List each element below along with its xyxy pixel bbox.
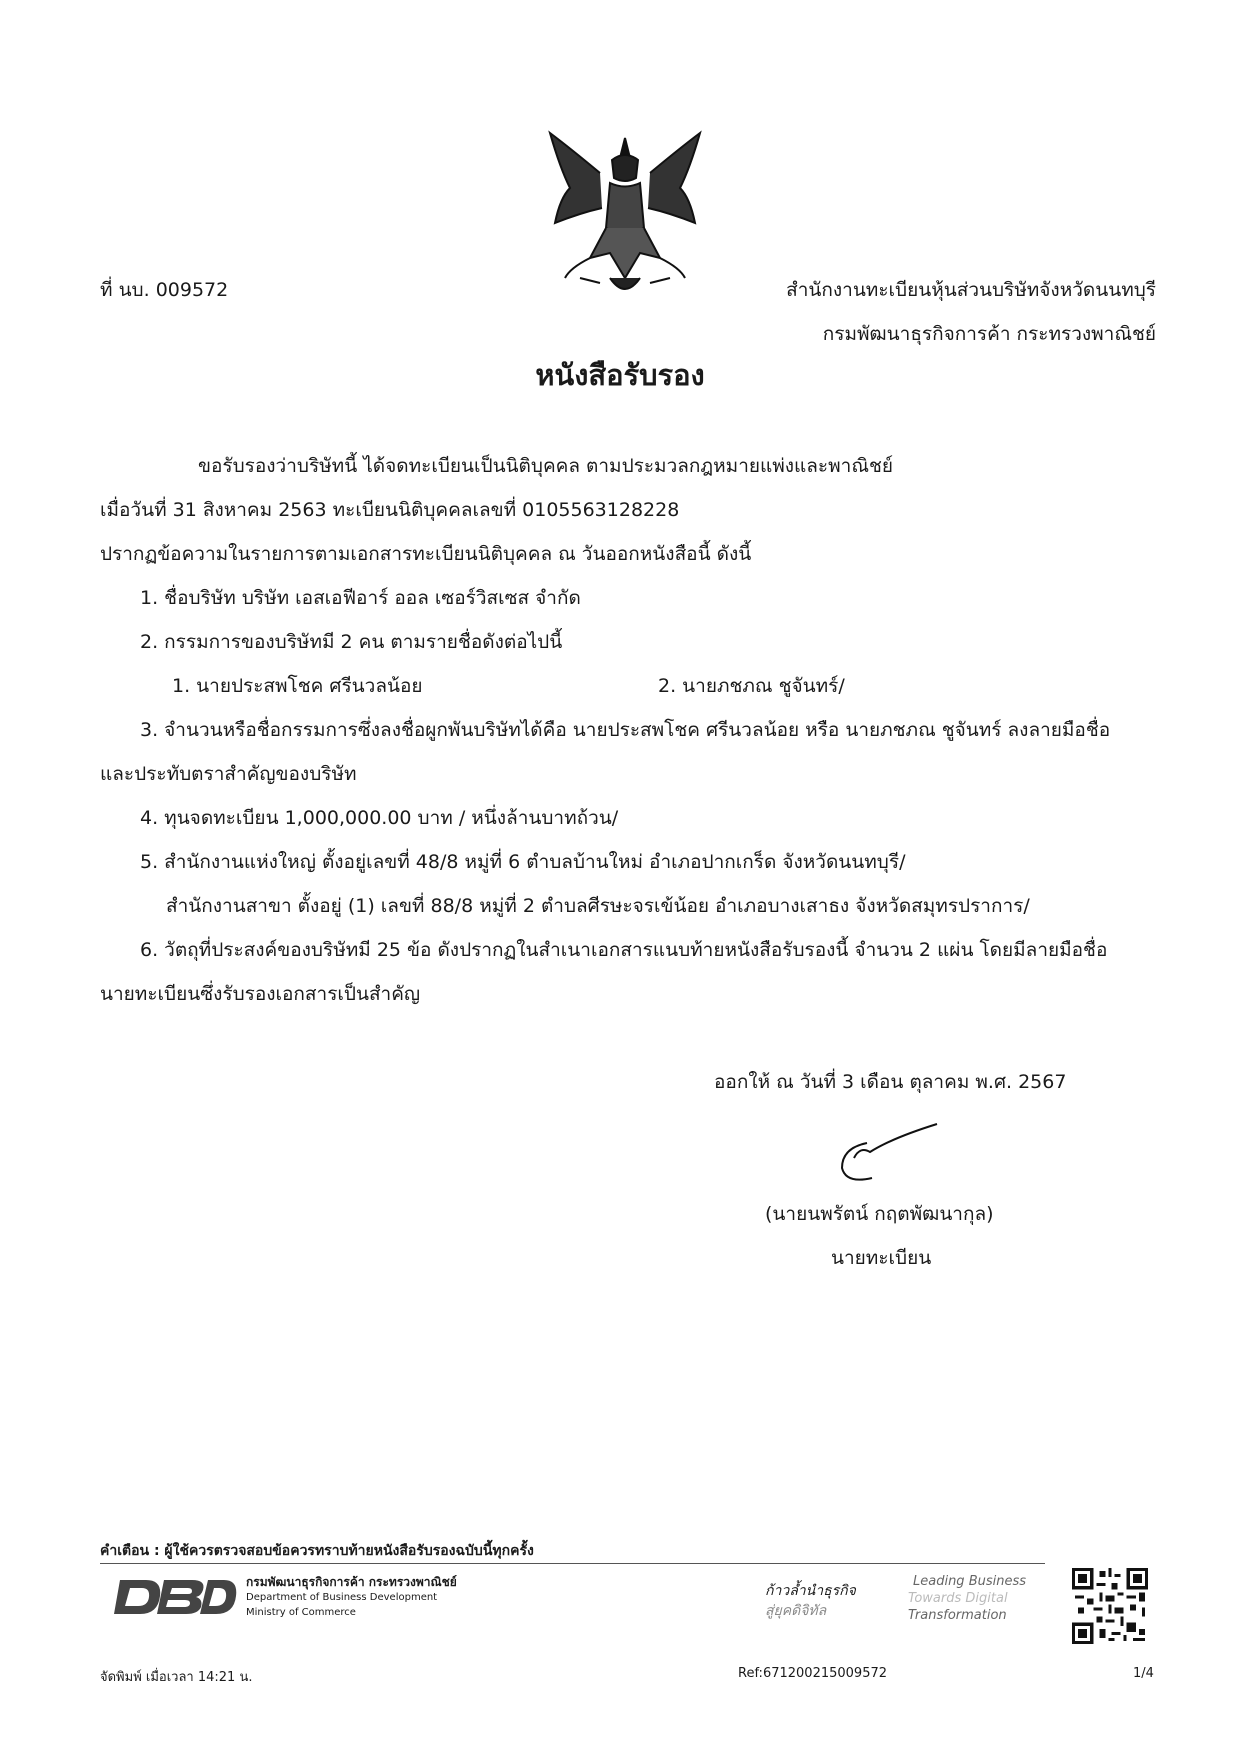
dbd-logo [112, 1572, 237, 1622]
qr-code [1072, 1568, 1148, 1644]
director-1: 1. นายประสพโชค ศรีนวลน้อย [172, 675, 423, 697]
reference-number: ที่ นบ. 009572 [100, 279, 229, 301]
reference-code: Ref:671200215009572 [738, 1666, 888, 1681]
item-objectives-line-1: 6. วัตถุที่ประสงค์ของบริษัทมี 25 ข้อ ดังปรากฏในสำเนาเอกสารแนบท้ายหนังสือรับรองนี้ จำนวน 2 แผ่น โดยมีลายมือชื่อ [140, 939, 1108, 961]
registrar-name: (นายนพรัตน์ กฤตพัฒนากุล) [765, 1203, 994, 1225]
certification-line-3: ปรากฏข้อความในรายการตามเอกสารทะเบียนนิติบุคคล ณ วันออกหนังสือนี้ ดังนี้ [100, 543, 752, 565]
item-signatories-line-1: 3. จำนวนหรือชื่อกรรมการซึ่งลงชื่อผูกพันบริษัทได้คือ นายประสพโชค ศรีนวลน้อย หรือ นายภชภณ ชูจันทร์ ลงลายมือชื่อ [140, 719, 1111, 741]
footer-warning: คำเตือน : ผู้ใช้ควรตรวจสอบข้อควรทราบท้ายหนังสือรับรองฉบับนี้ทุกครั้ง [100, 1543, 534, 1559]
print-time: จัดพิมพ์ เมื่อเวลา 14:21 น. [100, 1670, 253, 1685]
garuda-emblem [540, 128, 710, 308]
item-capital: 4. ทุนจดทะเบียน 1,000,000.00 บาท / หนึ่งล้านบาทถ้วน/ [140, 807, 619, 829]
department-name: กรมพัฒนาธุรกิจการค้า กระทรวงพาณิชย์ [822, 323, 1156, 345]
certification-line-1: ขอรับรองว่าบริษัทนี้ ได้จดทะเบียนเป็นนิติบุคคล ตามประมวลกฎหมายแพ่งและพาณิชย์ [198, 455, 893, 477]
slogan-th-2: สู่ยุคดิจิทัล [765, 1603, 827, 1619]
slogan-th-1: ก้าวล้ำนำธุรกิจ [765, 1583, 856, 1599]
item-directors: 2. กรรมการของบริษัทมี 2 คน ตามรายชื่อดังต่อไปนี้ [140, 631, 563, 653]
director-2: 2. นายภชภณ ชูจันทร์/ [658, 675, 845, 697]
registrar-title: นายทะเบียน [831, 1247, 932, 1269]
registrar-signature [832, 1118, 942, 1188]
ministry-name-en: Ministry of Commerce [246, 1607, 356, 1618]
item-head-office: 5. สำนักงานแห่งใหญ่ ตั้งอยู่เลขที่ 48/8 หมู่ที่ 6 ตำบลบ้านใหม่ อำเภอปากเกร็ด จังหวัดนนทบุรี/ [140, 851, 906, 873]
slogan-en-1: Leading Business [913, 1574, 1027, 1589]
item-company-name: 1. ชื่อบริษัท บริษัท เอสเอฟีอาร์ ออล เซอร์วิสเซส จำกัด [140, 587, 581, 609]
dept-name-en: Department of Business Development [246, 1592, 438, 1603]
document-title: หนังสือรับรอง [535, 358, 705, 392]
item-signatories-line-2: และประทับตราสำคัญของบริษัท [100, 763, 357, 785]
footer-divider [100, 1563, 1045, 1564]
page-number: 1/4 [1133, 1666, 1154, 1681]
dept-name-th: กรมพัฒนาธุรกิจการค้า กระทรวงพาณิชย์ [246, 1575, 457, 1589]
certification-line-2: เมื่อวันที่ 31 สิงหาคม 2563 ทะเบียนนิติบุคคลเลขที่ 0105563128228 [100, 499, 680, 521]
office-name: สำนักงานทะเบียนหุ้นส่วนบริษัทจังหวัดนนทบุรี [786, 279, 1156, 301]
slogan-en-2: Towards Digital [908, 1591, 1008, 1606]
item-objectives-line-2: นายทะเบียนซึ่งรับรองเอกสารเป็นสำคัญ [100, 983, 421, 1005]
issue-date: ออกให้ ณ วันที่ 3 เดือน ตุลาคม พ.ศ. 2567 [714, 1071, 1067, 1093]
item-branch-office: สำนักงานสาขา ตั้งอยู่ (1) เลขที่ 88/8 หมู่ที่ 2 ตำบลศีรษะจรเข้น้อย อำเภอบางเสาธง จังหวัดสมุทรปราการ/ [166, 895, 1030, 917]
slogan-en-3: Transformation [908, 1608, 1007, 1623]
